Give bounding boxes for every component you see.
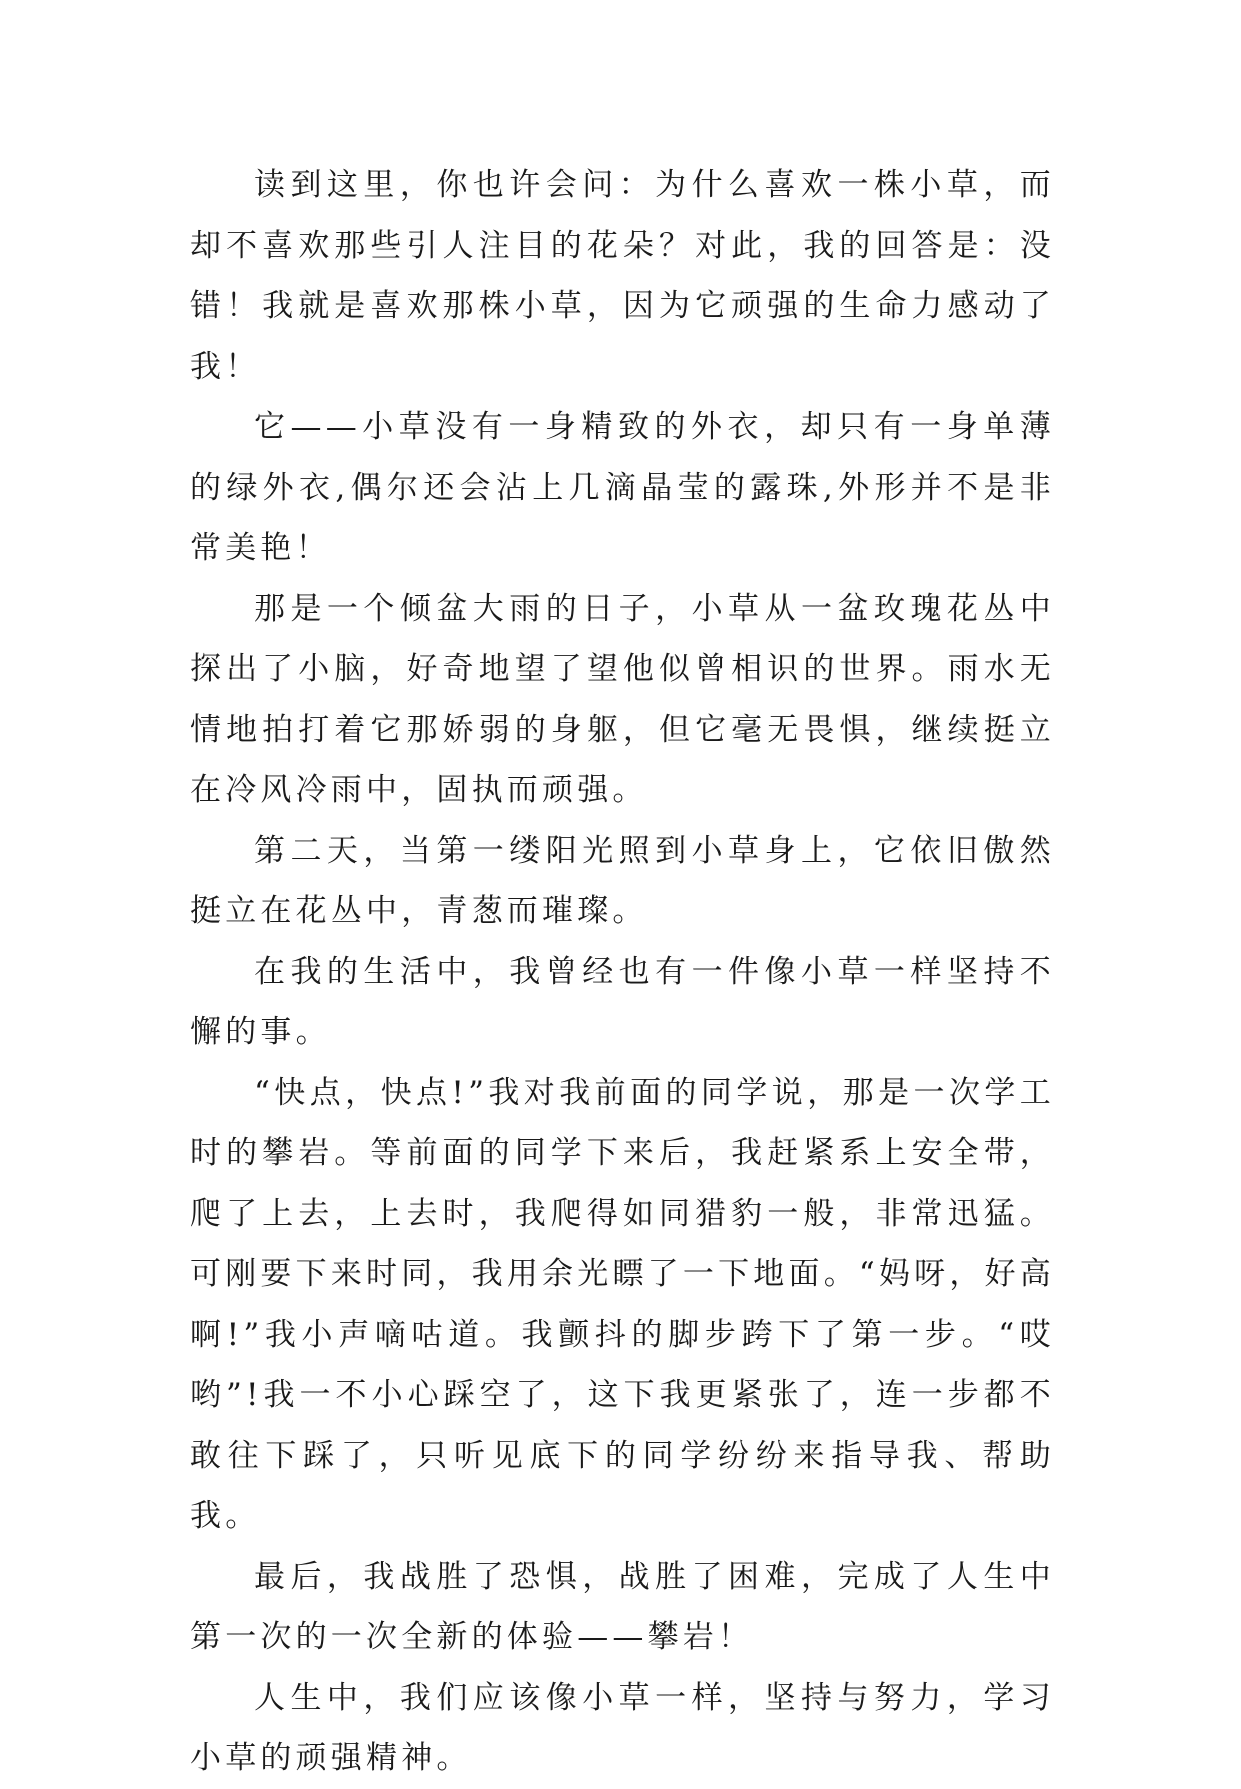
essay-body — [190, 155, 1055, 1789]
paragraph: 最后，我战胜了恐惧，战胜了困难，完成了人生中第一次的一次全新的体验——攀岩！ — [190, 1558, 1055, 1655]
paragraph: 那是一个倾盆大雨的日子，小草从一盆玫瑰花丛中探出了小脑，好奇地望了望他似曾相识的世界。雨水无情地拍打着它那娇弱的身躯，但它毫无畏惧，继续挺立在冷风冷雨中，固执而顽强。 — [190, 590, 1055, 808]
paragraph: “快点，快点!”我对我前面的同学说，那是一次学工时的攀岩。等前面的同学下来后，我赶紧系上安全带，爬了上去，上去时，我爬得如同猎豹一般，非常迅猛。可刚要下来时同，我用余光瞟了一下地面。“妈呀，好高啊!”我小声嘀咕道。我颤抖的脚步跨下了第一步。“哎哟”!我一不小心踩空了，这下我更紧张了，连一步都不敢往下踩了，只听见底下的同学纷纷来指导我、帮助我。 — [190, 1074, 1055, 1534]
paragraph: 在我的生活中，我曾经也有一件像小草一样坚持不懈的事。 — [190, 953, 1055, 1050]
paragraph: 读到这里，你也许会问：为什么喜欢一株小草，而却不喜欢那些引人注目的花朵？对此，我的回答是：没错！我就是喜欢那株小草，因为它顽强的生命力感动了我！ — [190, 167, 1055, 385]
paragraph: 人生中，我们应该像小草一样，坚持与努力，学习小草的顽强精神。 — [190, 1679, 1055, 1776]
paragraph: 第二天，当第一缕阳光照到小草身上，它依旧傲然挺立在花丛中，青葱而璀璨。 — [190, 832, 1055, 929]
paragraph: 它——小草没有一身精致的外衣，却只有一身单薄的绿外衣,偶尔还会沾上几滴晶莹的露珠,外形并不是非常美艳！ — [190, 409, 1055, 566]
